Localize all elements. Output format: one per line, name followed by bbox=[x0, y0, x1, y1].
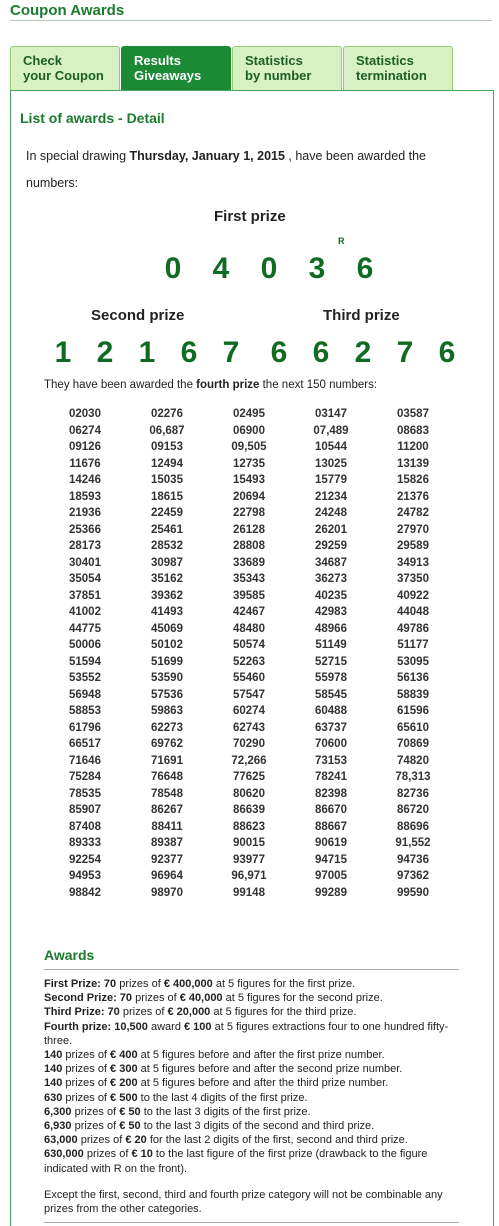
number-cell: 42467 bbox=[233, 606, 265, 619]
fourth-note-post: the next 150 numbers: bbox=[259, 379, 378, 391]
table-row bbox=[44, 769, 454, 786]
number-cell: 88667 bbox=[315, 820, 347, 833]
number-cell: 28808 bbox=[233, 540, 265, 553]
number-cell: 26201 bbox=[315, 523, 347, 536]
award-bold: 6,930 bbox=[44, 1120, 72, 1133]
awards-note: Except the first, second, third and fourth prize category will not be combinable any prizes from the other categories. bbox=[44, 1189, 443, 1216]
table-row bbox=[44, 571, 454, 588]
number-cell: 51177 bbox=[397, 639, 429, 652]
prize-digit: 7 bbox=[222, 336, 240, 369]
number-cell: 98970 bbox=[151, 886, 183, 899]
number-cell: 15826 bbox=[397, 474, 429, 487]
number-cell: 37350 bbox=[397, 573, 429, 586]
award-text: prizes of bbox=[71, 1120, 120, 1133]
table-row bbox=[44, 489, 454, 506]
award-bold: 140 bbox=[44, 1049, 63, 1062]
number-cell: 03587 bbox=[397, 408, 429, 421]
table-row bbox=[44, 654, 454, 671]
number-cell: 74820 bbox=[397, 754, 429, 767]
table-row bbox=[44, 868, 454, 885]
number-cell: 71646 bbox=[69, 754, 101, 767]
award-item bbox=[44, 1119, 464, 1133]
table-row bbox=[44, 439, 454, 456]
award-rest: to the last figure of the first prize (drawback to the figure indicated with R on the front). bbox=[44, 1148, 428, 1175]
award-rest: to the last 3 digits of the first prize. bbox=[140, 1105, 311, 1118]
prize-digit: 7 bbox=[396, 336, 414, 369]
number-cell: 53095 bbox=[397, 655, 429, 668]
tab-label-line2: Giveaways bbox=[134, 68, 202, 83]
number-cell: 53552 bbox=[69, 672, 101, 685]
number-cell: 11200 bbox=[397, 441, 429, 454]
award-rest: at 5 figures before and after the third prize number. bbox=[137, 1077, 389, 1090]
table-row bbox=[44, 670, 454, 687]
award-rest: at 5 figures for the third prize. bbox=[210, 1006, 357, 1019]
tab-label-line1: Statistics bbox=[245, 53, 303, 68]
number-cell: 72,266 bbox=[231, 754, 267, 767]
number-cell: 56136 bbox=[397, 672, 429, 685]
number-cell: 07,489 bbox=[313, 424, 349, 437]
number-cell: 93977 bbox=[233, 853, 265, 866]
table-row bbox=[44, 802, 454, 819]
number-cell: 55460 bbox=[233, 672, 265, 685]
prize-digit: 2 bbox=[354, 336, 372, 369]
title-divider bbox=[10, 20, 492, 21]
table-row bbox=[44, 720, 454, 737]
award-bold: Second Prize: 70 bbox=[44, 992, 133, 1005]
number-cell: 44048 bbox=[397, 606, 429, 619]
number-cell: 58853 bbox=[69, 705, 101, 718]
number-cell: 61796 bbox=[69, 721, 101, 734]
number-cell: 09153 bbox=[151, 441, 183, 454]
award-rest: at 5 figures for the second prize. bbox=[222, 992, 383, 1005]
number-cell: 78548 bbox=[151, 787, 183, 800]
award-text: prizes of bbox=[71, 1105, 120, 1118]
fourth-note-pre: They have been awarded the bbox=[44, 379, 197, 391]
award-rest: at 5 figures for the first prize. bbox=[212, 978, 356, 990]
number-cell: 10544 bbox=[315, 441, 347, 454]
r-marker: R bbox=[338, 236, 345, 246]
number-cell: 02030 bbox=[69, 408, 101, 421]
number-cell: 44775 bbox=[69, 622, 101, 635]
number-cell: 70600 bbox=[315, 738, 347, 751]
number-cell: 70290 bbox=[233, 738, 265, 751]
second-prize-digits bbox=[42, 336, 252, 370]
number-cell: 21376 bbox=[397, 490, 429, 503]
award-item bbox=[44, 1020, 464, 1048]
number-cell: 85907 bbox=[69, 804, 101, 817]
number-cell: 15779 bbox=[315, 474, 347, 487]
awards-title: Awards bbox=[44, 947, 95, 963]
number-cell: 51594 bbox=[69, 655, 101, 668]
prize-digit: 4 bbox=[212, 252, 230, 285]
number-cell: 86670 bbox=[315, 804, 347, 817]
number-cell: 06274 bbox=[69, 424, 101, 437]
number-cell: 28173 bbox=[69, 540, 101, 553]
number-cell: 61596 bbox=[397, 705, 429, 718]
prize-digit: 6 bbox=[270, 336, 288, 369]
table-row bbox=[44, 538, 454, 555]
award-bold: 6,300 bbox=[44, 1105, 72, 1118]
awards-list bbox=[44, 977, 464, 1176]
number-cell: 22459 bbox=[151, 507, 183, 520]
award-text: prizes of bbox=[77, 1134, 126, 1147]
number-cell: 13025 bbox=[315, 457, 347, 470]
number-cell: 77625 bbox=[233, 771, 265, 784]
award-item bbox=[44, 1076, 464, 1090]
number-cell: 29589 bbox=[397, 540, 429, 553]
award-item bbox=[44, 1091, 464, 1105]
table-row bbox=[44, 852, 454, 869]
prize-digit: 2 bbox=[96, 336, 114, 369]
table-row bbox=[44, 703, 454, 720]
number-cell: 58545 bbox=[315, 688, 347, 701]
number-cell: 94736 bbox=[397, 853, 429, 866]
number-cell: 22798 bbox=[233, 507, 265, 520]
number-cell: 82736 bbox=[397, 787, 429, 800]
number-cell: 99289 bbox=[315, 886, 347, 899]
number-cell: 88411 bbox=[151, 820, 183, 833]
award-text: prizes of bbox=[116, 978, 164, 990]
prize-digit: 6 bbox=[312, 336, 330, 369]
number-cell: 18615 bbox=[151, 490, 183, 503]
second-prize-label: Second prize bbox=[91, 307, 185, 324]
number-cell: 86720 bbox=[397, 804, 429, 817]
award-rest: at 5 figures before and after the first prize number. bbox=[137, 1049, 385, 1062]
number-cell: 48480 bbox=[233, 622, 265, 635]
number-cell: 41002 bbox=[69, 606, 101, 619]
number-cell: 33689 bbox=[233, 556, 265, 569]
award-amount: € 300 bbox=[110, 1063, 138, 1076]
number-cell: 41493 bbox=[151, 606, 183, 619]
third-prize-digits bbox=[258, 336, 468, 370]
number-cell: 97005 bbox=[315, 870, 347, 883]
number-cell: 40235 bbox=[315, 589, 347, 602]
tab-label-line1: Check bbox=[23, 53, 63, 68]
number-cell: 50006 bbox=[69, 639, 101, 652]
number-cell: 94953 bbox=[69, 870, 101, 883]
intro-pre: In special drawing bbox=[26, 149, 130, 163]
number-cell: 82398 bbox=[315, 787, 347, 800]
number-cell: 29259 bbox=[315, 540, 347, 553]
table-row bbox=[44, 736, 454, 753]
table-row bbox=[44, 522, 454, 539]
number-cell: 02276 bbox=[151, 408, 183, 421]
intro-text bbox=[26, 143, 476, 197]
prize-digit: 6 bbox=[356, 252, 374, 285]
tab-check-coupon[interactable] bbox=[10, 46, 120, 90]
table-row bbox=[44, 604, 454, 621]
award-item bbox=[44, 991, 464, 1005]
number-cell: 06,687 bbox=[149, 424, 185, 437]
bottom-divider bbox=[44, 1222, 459, 1223]
number-cell: 28532 bbox=[151, 540, 183, 553]
number-cell: 35054 bbox=[69, 573, 101, 586]
number-cell: 30987 bbox=[151, 556, 183, 569]
award-bold: 630 bbox=[44, 1091, 63, 1104]
number-cell: 37851 bbox=[69, 589, 101, 602]
prize-digit: 1 bbox=[138, 336, 156, 369]
award-amount: € 400 bbox=[110, 1049, 138, 1062]
number-cell: 57547 bbox=[233, 688, 265, 701]
number-cell: 39585 bbox=[233, 589, 265, 602]
number-cell: 52715 bbox=[315, 655, 347, 668]
number-cell: 99148 bbox=[233, 886, 265, 899]
number-cell: 60488 bbox=[315, 705, 347, 718]
number-cell: 11676 bbox=[69, 457, 101, 470]
number-cell: 08683 bbox=[397, 424, 429, 437]
number-cell: 15493 bbox=[233, 474, 265, 487]
number-cell: 40922 bbox=[397, 589, 429, 602]
number-cell: 21234 bbox=[315, 490, 347, 503]
prize-digit: 0 bbox=[260, 252, 278, 285]
table-row bbox=[44, 406, 454, 423]
number-cell: 75284 bbox=[69, 771, 101, 784]
award-amount: € 40,000 bbox=[179, 992, 223, 1005]
number-cell: 56948 bbox=[69, 688, 101, 701]
award-bold: Fourth prize: 10,500 bbox=[44, 1020, 148, 1033]
number-cell: 09,505 bbox=[231, 441, 267, 454]
number-cell: 52263 bbox=[233, 655, 265, 668]
number-cell: 51149 bbox=[315, 639, 347, 652]
number-cell: 88696 bbox=[397, 820, 429, 833]
number-cell: 80620 bbox=[233, 787, 265, 800]
table-row bbox=[44, 885, 454, 902]
number-cell: 18593 bbox=[69, 490, 101, 503]
number-cell: 62273 bbox=[151, 721, 183, 734]
fourth-prize-table bbox=[44, 406, 454, 901]
number-cell: 96964 bbox=[151, 870, 183, 883]
number-cell: 70869 bbox=[397, 738, 429, 751]
number-cell: 36273 bbox=[315, 573, 347, 586]
number-cell: 03147 bbox=[315, 408, 347, 421]
tab-statistics-termination[interactable] bbox=[343, 46, 453, 90]
number-cell: 87408 bbox=[69, 820, 101, 833]
number-cell: 50574 bbox=[233, 639, 265, 652]
number-cell: 50102 bbox=[151, 639, 183, 652]
number-cell: 27970 bbox=[397, 523, 429, 536]
tab-label-line2: your Coupon bbox=[23, 68, 104, 83]
award-text: prizes of bbox=[62, 1091, 111, 1104]
number-cell: 20694 bbox=[233, 490, 265, 503]
award-bold: 140 bbox=[44, 1063, 63, 1076]
number-cell: 66517 bbox=[69, 738, 101, 751]
number-cell: 76648 bbox=[151, 771, 183, 784]
award-item bbox=[44, 1062, 464, 1076]
number-cell: 65610 bbox=[397, 721, 429, 734]
award-text: award bbox=[147, 1020, 184, 1033]
number-cell: 55978 bbox=[315, 672, 347, 685]
number-cell: 26128 bbox=[233, 523, 265, 536]
number-cell: 89333 bbox=[69, 837, 101, 850]
section-title: List of awards - Detail bbox=[20, 110, 165, 126]
number-cell: 51699 bbox=[151, 655, 183, 668]
intro-post: , have been awarded the numbers: bbox=[26, 149, 427, 190]
first-prize-digits bbox=[149, 252, 389, 286]
number-cell: 15035 bbox=[151, 474, 183, 487]
prize-digit: 0 bbox=[164, 252, 182, 285]
number-cell: 02495 bbox=[233, 408, 265, 421]
first-prize-label: First prize bbox=[214, 208, 286, 225]
number-cell: 24248 bbox=[315, 507, 347, 520]
award-amount: € 500 bbox=[110, 1091, 138, 1104]
number-cell: 21936 bbox=[69, 507, 101, 520]
number-cell: 71691 bbox=[151, 754, 183, 767]
award-bold: Third Prize: 70 bbox=[44, 1006, 120, 1019]
number-cell: 35162 bbox=[151, 573, 183, 586]
number-cell: 90015 bbox=[233, 837, 265, 850]
tab-label-line1: Statistics bbox=[356, 53, 414, 68]
third-prize-label: Third prize bbox=[323, 307, 400, 324]
number-cell: 69762 bbox=[151, 738, 183, 751]
draw-date: Thursday, January 1, 2015 bbox=[129, 149, 285, 163]
award-amount: € 100 bbox=[184, 1020, 212, 1033]
number-cell: 42983 bbox=[315, 606, 347, 619]
table-row bbox=[44, 588, 454, 605]
tab-label-line2: by number bbox=[245, 68, 312, 83]
tab-label-line1: Results bbox=[134, 53, 181, 68]
number-cell: 35343 bbox=[233, 573, 265, 586]
number-cell: 53590 bbox=[151, 672, 183, 685]
number-cell: 78535 bbox=[69, 787, 101, 800]
table-row bbox=[44, 423, 454, 440]
award-amount: € 200 bbox=[110, 1077, 138, 1090]
number-cell: 78241 bbox=[315, 771, 347, 784]
table-row bbox=[44, 637, 454, 654]
award-item bbox=[44, 1105, 464, 1119]
number-cell: 88623 bbox=[233, 820, 265, 833]
award-rest: to the last 3 digits of the second and third prize. bbox=[140, 1120, 375, 1133]
award-amount: € 20,000 bbox=[167, 1006, 211, 1019]
award-item bbox=[44, 977, 464, 991]
number-cell: 39362 bbox=[151, 589, 183, 602]
number-cell: 48966 bbox=[315, 622, 347, 635]
award-text: prizes of bbox=[119, 1006, 168, 1019]
table-row bbox=[44, 505, 454, 522]
award-item bbox=[44, 1133, 464, 1147]
prize-digit: 3 bbox=[308, 252, 326, 285]
app-title: Coupon Awards bbox=[10, 2, 125, 19]
award-text: prizes of bbox=[62, 1049, 111, 1062]
table-row bbox=[44, 687, 454, 704]
award-amount: € 50 bbox=[119, 1105, 141, 1118]
prize-digit: 1 bbox=[54, 336, 72, 369]
number-cell: 45069 bbox=[151, 622, 183, 635]
award-rest: at 5 figures before and after the second prize number. bbox=[137, 1063, 403, 1076]
number-cell: 24782 bbox=[397, 507, 429, 520]
awards-divider bbox=[44, 969, 459, 970]
award-amount: € 400,000 bbox=[163, 978, 213, 990]
award-bold: 63,000 bbox=[44, 1134, 78, 1147]
award-text: prizes of bbox=[62, 1063, 111, 1076]
prize-digit: 6 bbox=[438, 336, 456, 369]
number-cell: 63737 bbox=[315, 721, 347, 734]
number-cell: 92254 bbox=[69, 853, 101, 866]
number-cell: 60274 bbox=[233, 705, 265, 718]
fourth-note-bold: fourth prize bbox=[196, 379, 260, 391]
award-rest: for the last 2 digits of the first, second and third prize. bbox=[146, 1134, 408, 1147]
table-row bbox=[44, 835, 454, 852]
number-cell: 59863 bbox=[151, 705, 183, 718]
number-cell: 57536 bbox=[151, 688, 183, 701]
number-cell: 12494 bbox=[151, 457, 183, 470]
number-cell: 25366 bbox=[69, 523, 101, 536]
award-rest: to the last 4 digits of the first prize. bbox=[137, 1091, 308, 1104]
award-text: prizes of bbox=[83, 1148, 132, 1161]
number-cell: 14246 bbox=[69, 474, 101, 487]
award-text: prizes of bbox=[132, 992, 180, 1005]
number-cell: 90619 bbox=[315, 837, 347, 850]
number-cell: 99590 bbox=[397, 886, 429, 899]
number-cell: 30401 bbox=[69, 556, 101, 569]
number-cell: 96,971 bbox=[231, 870, 267, 883]
number-cell: 34913 bbox=[397, 556, 429, 569]
award-item bbox=[44, 1005, 464, 1019]
award-text: prizes of bbox=[62, 1077, 111, 1090]
award-amount: € 50 bbox=[119, 1120, 141, 1133]
award-item bbox=[44, 1147, 464, 1175]
tab-bar bbox=[10, 46, 454, 90]
award-bold: 630,000 bbox=[44, 1148, 84, 1161]
award-bold: 140 bbox=[44, 1077, 63, 1090]
award-amount: € 20 bbox=[125, 1134, 147, 1147]
number-cell: 06900 bbox=[233, 424, 265, 437]
number-cell: 92377 bbox=[151, 853, 183, 866]
award-rest: at 5 figures extractions four to one hundred fifty-three. bbox=[44, 1020, 449, 1047]
number-cell: 12735 bbox=[233, 457, 265, 470]
fourth-prize-note bbox=[44, 379, 377, 391]
table-row bbox=[44, 786, 454, 803]
number-cell: 94715 bbox=[315, 853, 347, 866]
number-cell: 25461 bbox=[151, 523, 183, 536]
table-row bbox=[44, 472, 454, 489]
table-row bbox=[44, 456, 454, 473]
award-bold: First Prize: 70 bbox=[44, 978, 117, 990]
number-cell: 13139 bbox=[397, 457, 429, 470]
number-cell: 09126 bbox=[69, 441, 101, 454]
number-cell: 86267 bbox=[151, 804, 183, 817]
table-row bbox=[44, 555, 454, 572]
award-amount: € 10 bbox=[131, 1148, 153, 1161]
number-cell: 34687 bbox=[315, 556, 347, 569]
tab-results-giveaways[interactable] bbox=[121, 46, 231, 90]
number-cell: 97362 bbox=[397, 870, 429, 883]
tab-statistics-by-number[interactable] bbox=[232, 46, 342, 90]
prize-digit: 6 bbox=[180, 336, 198, 369]
table-row bbox=[44, 753, 454, 770]
number-cell: 62743 bbox=[233, 721, 265, 734]
number-cell: 58839 bbox=[397, 688, 429, 701]
table-row bbox=[44, 819, 454, 836]
number-cell: 89387 bbox=[151, 837, 183, 850]
award-item bbox=[44, 1048, 464, 1062]
number-cell: 86639 bbox=[233, 804, 265, 817]
number-cell: 91,552 bbox=[395, 837, 431, 850]
number-cell: 49786 bbox=[397, 622, 429, 635]
number-cell: 78,313 bbox=[395, 771, 431, 784]
number-cell: 98842 bbox=[69, 886, 101, 899]
number-cell: 73153 bbox=[315, 754, 347, 767]
table-row bbox=[44, 621, 454, 638]
tab-label-line2: termination bbox=[356, 68, 427, 83]
